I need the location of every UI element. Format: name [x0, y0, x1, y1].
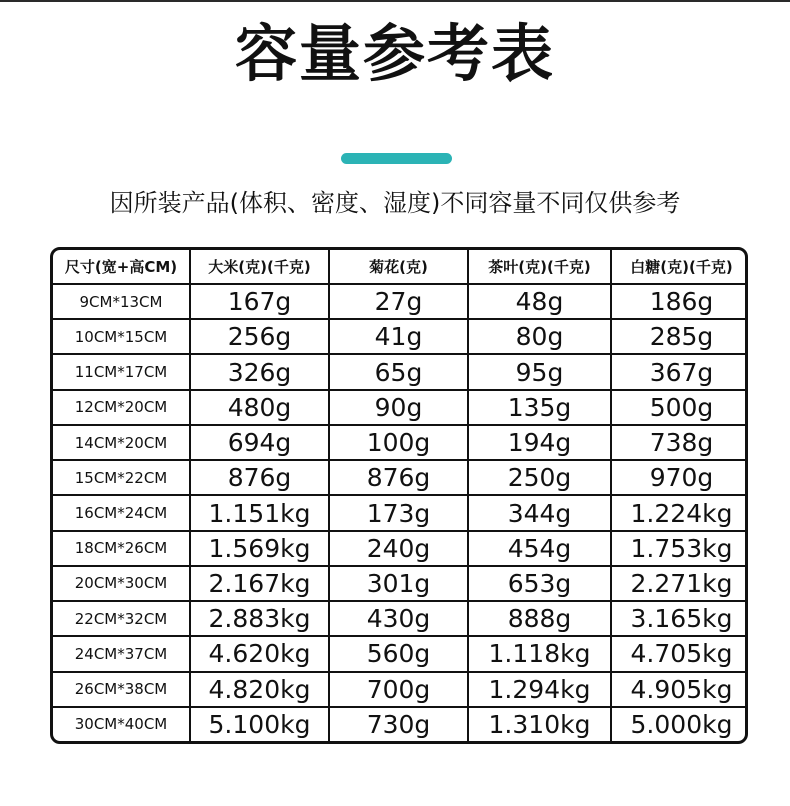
tea-cell: 653g: [468, 566, 611, 601]
tea-cell: 1.118kg: [468, 636, 611, 671]
tea-cell: 454g: [468, 531, 611, 566]
rice-cell: 1.151kg: [190, 495, 329, 530]
size-cell: 22CM*32CM: [53, 601, 190, 636]
rice-cell: 5.100kg: [190, 707, 329, 741]
sugar-cell: 3.165kg: [611, 601, 748, 636]
chrysanthemum-cell: 301g: [329, 566, 468, 601]
table-row: [53, 354, 748, 389]
size-cell: 12CM*20CM: [53, 390, 190, 425]
header-rice: 大米(克)(千克): [190, 250, 329, 284]
table-row: [53, 601, 748, 636]
table-row: [53, 636, 748, 671]
table-row: [53, 319, 748, 354]
tea-cell: 1.294kg: [468, 672, 611, 707]
size-cell: 11CM*17CM: [53, 354, 190, 389]
sugar-cell: 186g: [611, 284, 748, 319]
tea-cell: 48g: [468, 284, 611, 319]
chrysanthemum-cell: 100g: [329, 425, 468, 460]
chrysanthemum-cell: 240g: [329, 531, 468, 566]
chrysanthemum-cell: 560g: [329, 636, 468, 671]
chrysanthemum-cell: 430g: [329, 601, 468, 636]
sugar-cell: 500g: [611, 390, 748, 425]
capacity-table: [53, 250, 748, 741]
table-row: [53, 566, 748, 601]
size-cell: 20CM*30CM: [53, 566, 190, 601]
rice-cell: 876g: [190, 460, 329, 495]
table-row: [53, 495, 748, 530]
sugar-cell: 2.271kg: [611, 566, 748, 601]
sugar-cell: 4.905kg: [611, 672, 748, 707]
rice-cell: 2.883kg: [190, 601, 329, 636]
tea-cell: 95g: [468, 354, 611, 389]
accent-bar: [341, 153, 452, 164]
table-body: [53, 284, 748, 741]
size-cell: 26CM*38CM: [53, 672, 190, 707]
rice-cell: 4.820kg: [190, 672, 329, 707]
tea-cell: 135g: [468, 390, 611, 425]
tea-cell: 344g: [468, 495, 611, 530]
sugar-cell: 5.000kg: [611, 707, 748, 741]
chrysanthemum-cell: 876g: [329, 460, 468, 495]
table-row: [53, 672, 748, 707]
rice-cell: 326g: [190, 354, 329, 389]
size-cell: 16CM*24CM: [53, 495, 190, 530]
table-row: [53, 284, 748, 319]
sugar-cell: 1.753kg: [611, 531, 748, 566]
table-row: [53, 390, 748, 425]
tea-cell: 888g: [468, 601, 611, 636]
rice-cell: 1.569kg: [190, 531, 329, 566]
size-cell: 30CM*40CM: [53, 707, 190, 741]
sugar-cell: 1.224kg: [611, 495, 748, 530]
tea-cell: 80g: [468, 319, 611, 354]
rice-cell: 2.167kg: [190, 566, 329, 601]
size-cell: 24CM*37CM: [53, 636, 190, 671]
chrysanthemum-cell: 700g: [329, 672, 468, 707]
size-cell: 15CM*22CM: [53, 460, 190, 495]
table-row: [53, 531, 748, 566]
header-chrysanthemum: 菊花(克): [329, 250, 468, 284]
rice-cell: 694g: [190, 425, 329, 460]
rice-cell: 167g: [190, 284, 329, 319]
size-cell: 9CM*13CM: [53, 284, 190, 319]
size-cell: 18CM*26CM: [53, 531, 190, 566]
rice-cell: 480g: [190, 390, 329, 425]
chrysanthemum-cell: 27g: [329, 284, 468, 319]
chrysanthemum-cell: 90g: [329, 390, 468, 425]
capacity-table-container: [50, 247, 748, 744]
header-tea: 茶叶(克)(千克): [468, 250, 611, 284]
chrysanthemum-cell: 65g: [329, 354, 468, 389]
sugar-cell: 367g: [611, 354, 748, 389]
size-cell: 14CM*20CM: [53, 425, 190, 460]
tea-cell: 1.310kg: [468, 707, 611, 741]
chrysanthemum-cell: 41g: [329, 319, 468, 354]
top-divider: [0, 0, 790, 2]
rice-cell: 256g: [190, 319, 329, 354]
table-row: [53, 707, 748, 741]
page-title: 容量参考表: [234, 17, 555, 90]
sugar-cell: 738g: [611, 425, 748, 460]
page-subtitle: 因所装产品(体积、密度、湿度)不同容量不同仅供参考: [109, 189, 681, 217]
table-row: [53, 460, 748, 495]
tea-cell: 194g: [468, 425, 611, 460]
sugar-cell: 970g: [611, 460, 748, 495]
header-size: 尺寸(宽+高CM): [53, 250, 190, 284]
table-header-row: [53, 250, 748, 284]
size-cell: 10CM*15CM: [53, 319, 190, 354]
header-sugar: 白糖(克)(千克): [611, 250, 748, 284]
table-row: [53, 425, 748, 460]
sugar-cell: 285g: [611, 319, 748, 354]
chrysanthemum-cell: 173g: [329, 495, 468, 530]
chrysanthemum-cell: 730g: [329, 707, 468, 741]
rice-cell: 4.620kg: [190, 636, 329, 671]
sugar-cell: 4.705kg: [611, 636, 748, 671]
tea-cell: 250g: [468, 460, 611, 495]
